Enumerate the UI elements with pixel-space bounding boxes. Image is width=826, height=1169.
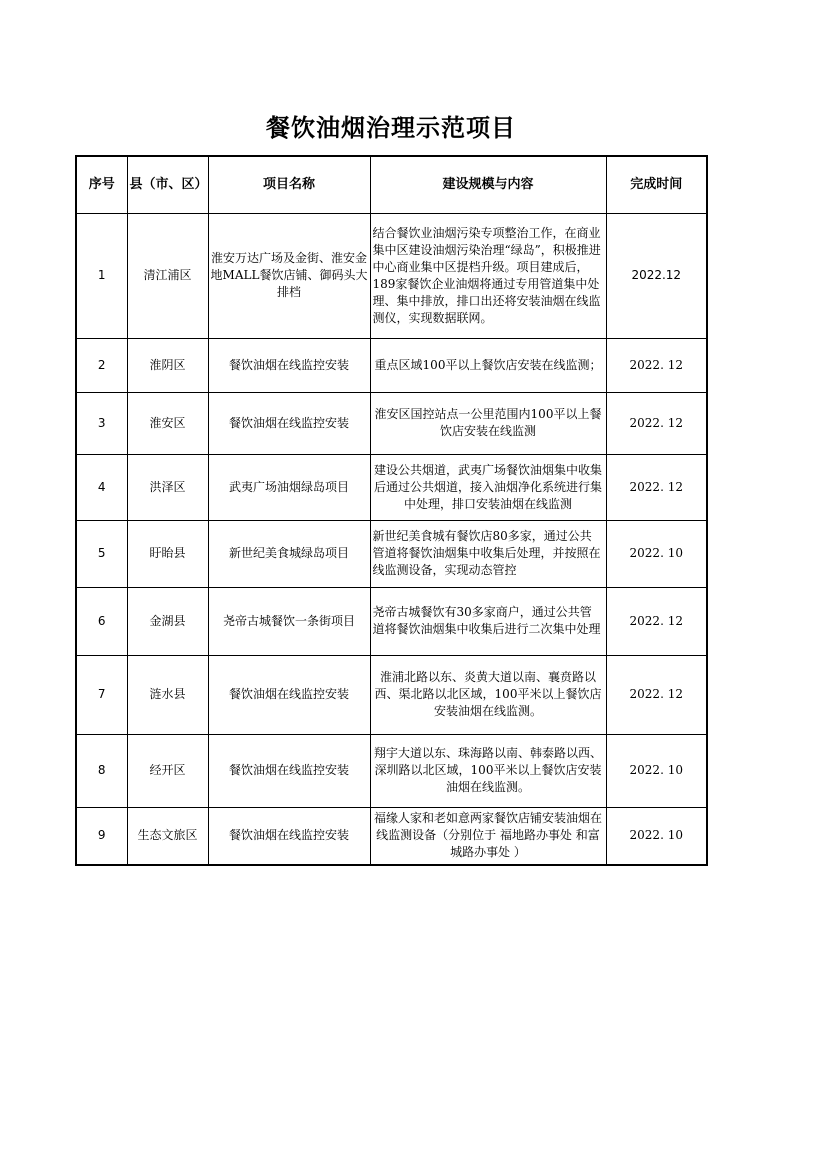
content-cell-td — [370, 213, 606, 338]
completion-date-cell: 2022.12 — [631, 268, 682, 282]
county-cell: 经开区 — [149, 763, 186, 777]
content-cell: 建设公共烟道，武夷广场餐饮油烟集中收集后通过公共烟道，接入油烟净化系统进行集中处理，排口安装油烟在线监测 — [373, 462, 602, 511]
county-cell-td — [127, 734, 208, 807]
completion-date-cell: 2022. 10 — [629, 763, 683, 777]
completion-date-cell: 2022. 12 — [629, 357, 683, 372]
completion-date-cell-td — [606, 454, 707, 520]
completion-date-cell-td — [606, 734, 707, 807]
row-number-td — [76, 655, 127, 734]
county-cell: 生态文旅区 — [137, 828, 198, 843]
row-number: 7 — [97, 687, 106, 701]
row-number-td — [76, 807, 127, 865]
table-header-row — [76, 156, 707, 213]
content-cell: 重点区域100平以上餐饮店安装在线监测； — [374, 357, 602, 372]
county-cell-td — [127, 807, 208, 865]
project-name-cell-td — [208, 587, 370, 655]
county-cell-td — [127, 520, 208, 587]
row-number-td — [76, 213, 127, 338]
content-cell-td — [370, 734, 606, 807]
project-name-cell: 餐饮油烟在线监控安装 — [228, 357, 349, 372]
county-cell: 洪泽区 — [149, 479, 186, 494]
project-table — [75, 155, 708, 866]
table-row — [76, 213, 707, 338]
completion-date-cell: 2022. 12 — [629, 415, 683, 430]
row-number-td — [76, 520, 127, 587]
county-cell: 金湖县 — [149, 613, 186, 628]
row-number: 8 — [97, 763, 106, 777]
content-cell-td — [370, 392, 606, 454]
row-number-td — [76, 734, 127, 807]
completion-date-cell: 2022. 10 — [629, 828, 683, 843]
project-name-cell: 新世纪美食城绿岛项目 — [228, 546, 349, 560]
project-name-cell-td — [208, 734, 370, 807]
county-cell-td — [127, 213, 208, 338]
county-cell-td — [127, 655, 208, 734]
content-cell-td — [370, 587, 606, 655]
row-number: 9 — [97, 828, 106, 843]
content-cell: 福缘人家和老如意两家餐饮店铺安装油烟在线监测设备（分别位于 福地路办事处 和富城路办事处 ） — [373, 811, 602, 860]
completion-date-cell-td — [606, 338, 707, 392]
row-number: 4 — [97, 479, 106, 494]
content-cell: 尧帝古城餐饮有30多家商户，通过公共管道将餐饮油烟集中收集后进行二次集中处理 — [372, 605, 601, 636]
header-project: 项目名称 — [208, 156, 370, 213]
table-row — [76, 807, 707, 865]
table-row — [76, 734, 707, 807]
county-cell: 淮阴区 — [149, 357, 186, 372]
content-cell: 淮浦北路以东、炎黄大道以南、襄贲路以西、渠北路以北区域，100平米以上餐饮店安装油烟在线监测。 — [374, 670, 602, 718]
completion-date-cell: 2022. 12 — [629, 613, 683, 628]
content-cell-td — [370, 655, 606, 734]
row-number: 5 — [97, 546, 106, 560]
county-cell: 清江浦区 — [143, 268, 192, 282]
project-name-cell-td — [208, 392, 370, 454]
project-name-cell: 餐饮油烟在线监控安装 — [228, 763, 349, 777]
row-number-td — [76, 454, 127, 520]
county-cell: 淮安区 — [149, 415, 186, 430]
project-name-cell: 餐饮油烟在线监控安装 — [228, 687, 349, 701]
project-name-cell-td — [208, 520, 370, 587]
project-name-cell: 尧帝古城餐饮一条街项目 — [222, 613, 355, 628]
completion-date-cell: 2022. 10 — [629, 546, 683, 560]
project-name-cell-td — [208, 338, 370, 392]
row-number: 3 — [97, 415, 106, 430]
content-cell: 翔宇大道以东、珠海路以南、韩泰路以西、深圳路以北区域，100平米以上餐饮店安装油烟在线监测。 — [373, 746, 602, 794]
row-number-td — [76, 338, 127, 392]
completion-date-cell-td — [606, 392, 707, 454]
page-title: 餐饮油烟治理示范项目 — [266, 113, 516, 142]
content-cell-td — [370, 338, 606, 392]
row-number-td — [76, 392, 127, 454]
table-row — [76, 587, 707, 655]
project-name-cell: 餐饮油烟在线监控安装 — [228, 828, 349, 843]
county-cell-td — [127, 454, 208, 520]
content-cell: 新世纪美食城有餐饮店80多家，通过公共管道将餐饮油烟集中收集后处理，并按照在线监测设备，实现动态管控 — [372, 529, 601, 577]
completion-date-cell-td — [606, 807, 707, 865]
content-cell: 结合餐饮业油烟污染专项整治工作，在商业集中区建设油烟污染治理“绿岛”，积极推进中心商业集中区提档升级。项目建成后，189家餐饮企业油烟将通过专用管道集中处理、集中排放，排口出还将安装油烟在线监测仪，实现数据联网。 — [372, 225, 601, 325]
table-row — [76, 655, 707, 734]
row-number: 2 — [97, 357, 106, 372]
content-cell: 淮安区国控站点一公里范围内100平以上餐饮店安装在线监测 — [374, 407, 602, 438]
table-row — [76, 338, 707, 392]
row-number: 1 — [97, 268, 106, 282]
completion-date-cell: 2022. 12 — [629, 687, 683, 701]
project-name-cell-td — [208, 655, 370, 734]
header-county: 县（市、区） — [127, 156, 208, 213]
row-number: 6 — [97, 613, 106, 628]
county-cell: 涟水县 — [149, 687, 186, 701]
completion-date-cell-td — [606, 520, 707, 587]
project-name-cell: 武夷广场油烟绿岛项目 — [228, 479, 349, 494]
table-row — [76, 520, 707, 587]
project-name-cell-td — [208, 807, 370, 865]
county-cell-td — [127, 587, 208, 655]
content-cell-td — [370, 454, 606, 520]
header-content: 建设规模与内容 — [370, 156, 606, 213]
table-row — [76, 454, 707, 520]
county-cell: 盱眙县 — [149, 546, 186, 560]
project-name-cell-td — [208, 213, 370, 338]
completion-date-cell: 2022. 12 — [629, 479, 683, 494]
content-cell-td — [370, 807, 606, 865]
project-name-cell: 淮安万达广场及金街、淮安金地MALL餐饮店铺、御码头大排档 — [210, 251, 368, 299]
content-cell-td — [370, 520, 606, 587]
county-cell-td — [127, 338, 208, 392]
completion-date-cell-td — [606, 213, 707, 338]
completion-date-cell-td — [606, 587, 707, 655]
table-row — [76, 392, 707, 454]
project-name-cell-td — [208, 454, 370, 520]
county-cell-td — [127, 392, 208, 454]
header-date: 完成时间 — [606, 156, 707, 213]
completion-date-cell-td — [606, 655, 707, 734]
row-number-td — [76, 587, 127, 655]
project-name-cell: 餐饮油烟在线监控安装 — [228, 415, 349, 430]
header-no: 序号 — [76, 156, 127, 213]
